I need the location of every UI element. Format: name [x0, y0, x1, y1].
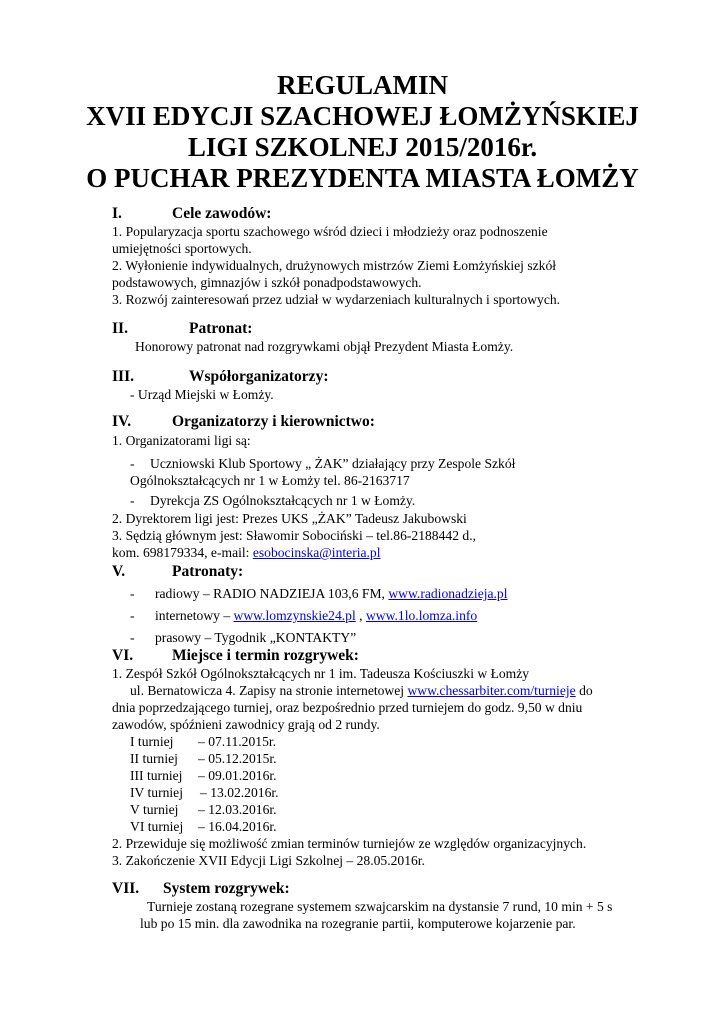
tournament-date: – 13.02.2016r.	[200, 785, 279, 800]
section-4-line-7-text: kom. 698179334, e-mail:	[112, 545, 253, 560]
tournament-name: II turniej	[130, 751, 178, 766]
section-7-line-1: Turnieje zostaną rozegrane systemem szwajcarskim na dystansie 7 rund, 10 min + 5 s	[147, 899, 613, 914]
section-1-heading: Cele zawodów:	[172, 205, 272, 222]
bullet-dash: -	[130, 630, 135, 645]
bullet-dash: -	[130, 608, 135, 623]
tournament-name: VI turniej	[130, 819, 184, 834]
section-5-line-1	[155, 585, 508, 602]
section-3-number: III.	[112, 368, 134, 385]
tournament-date: – 12.03.2016r.	[198, 802, 277, 817]
section-6-line-1: 1. Zespół Szkół Ogólnokształcących nr 1 im. Tadeusza Kościuszki w Łomży	[112, 666, 530, 681]
lomzynskie-link[interactable]: www.lomzynskie24.pl	[233, 608, 356, 623]
bullet-dash: -	[130, 586, 135, 601]
section-6-line-5: 2. Przewiduje się możliwość zmian terminów turniejów ze względów organizacyjnych.	[112, 836, 587, 851]
tournament-date: – 07.11.2015r.	[198, 734, 277, 749]
section-2-line-1: Honorowy patronat nad rozgrywkami objął Prezydent Miasta Łomży.	[135, 339, 514, 354]
title-line-3: LIGI SZKOLNEJ 2015/2016r.	[187, 132, 538, 162]
school-link[interactable]: www.1lo.lomza.info	[365, 608, 478, 623]
section-1-line-4: podstawowych, gimnazjów i szkół ponadpodstawowych.	[112, 275, 422, 290]
title-line-1: REGULAMIN	[276, 70, 448, 100]
tournament-date: – 09.01.2016r.	[198, 768, 277, 783]
section-4-line-3: Ogólnokształcących nr 1 w Łomży tel. 86-2163717	[130, 473, 410, 488]
section-6-line-2-text: ul. Bernatowicza 4. Zapisy na stronie internetowej	[130, 683, 408, 698]
tournament-name: IV turniej	[130, 785, 183, 800]
section-1-line-2: umiejętności sportowych.	[112, 241, 252, 256]
section-1-line-1: 1. Popularyzacja sportu szachowego wśród dzieci i młodzieży oraz podnoszenie	[112, 224, 548, 239]
section-1-number: I.	[112, 205, 122, 222]
section-4-line-4: Dyrekcja ZS Ogólnokształcących nr 1 w Łomży.	[150, 493, 416, 508]
section-4-line-1: 1. Organizatorami ligi są:	[112, 433, 251, 448]
section-4-line-2: Uczniowski Klub Sportowy „ ŻAK” działający przy Zespole Szkół	[150, 456, 516, 471]
section-5-heading: Patronaty:	[172, 563, 244, 580]
section-5-line-2-text: internetowy –	[155, 608, 234, 623]
section-1-line-5: 3. Rozwój zainteresowań przez udział w wydarzeniach kulturalnych i sportowych.	[112, 292, 561, 307]
section-5-line-2	[155, 607, 477, 624]
section-6-line-2	[130, 682, 593, 699]
title-line-4: O PUCHAR PREZYDENTA MIASTA ŁOMŻY	[86, 163, 639, 193]
section-4-number: IV.	[112, 413, 132, 430]
section-6-line-6: 3. Zakończenie XVII Edycji Ligi Szkolnej – 28.05.2016r.	[112, 853, 425, 868]
section-4-heading: Organizatorzy i kierownictwo:	[172, 413, 375, 430]
section-6-number: VI.	[112, 647, 134, 664]
email-link[interactable]: esobocinska@interia.pl	[252, 545, 381, 560]
section-6-line-4: zawodów, spóźnieni zawodnicy grają od 2 rundy.	[112, 717, 380, 732]
radio-link[interactable]: www.radionadzieja.pl	[388, 586, 508, 601]
section-3-line-1: - Urząd Miejski w Łomży.	[130, 387, 274, 402]
section-3-heading: Współorganizatorzy:	[189, 368, 329, 385]
section-2-heading: Patronat:	[189, 320, 253, 337]
section-4-line-5: 2. Dyrektorem ligi jest: Prezes UKS „ŻAK” Tadeusz Jakubowski	[112, 511, 467, 526]
title-line-2: XVII EDYCJI SZACHOWEJ ŁOMŻYŃSKIEJ	[86, 101, 639, 131]
tournament-name: III turniej	[130, 768, 183, 783]
section-7-number: VII.	[112, 880, 140, 897]
section-6-line-2-end: do	[575, 683, 593, 698]
section-2-number: II.	[112, 320, 128, 337]
tournament-name: I turniej	[130, 734, 174, 749]
bullet-dash: -	[130, 493, 135, 508]
chessarbiter-link[interactable]: www.chessarbiter.com/turnieje	[407, 683, 576, 698]
tournament-date: – 05.12.2015r.	[198, 751, 277, 766]
section-6-line-3: dnia poprzedzającego turniej, oraz bezpośrednio przed turniejem do godz. 9,50 w dniu	[112, 700, 583, 715]
section-5-line-2-sep: ,	[355, 608, 366, 623]
tournament-name: V turniej	[130, 802, 179, 817]
section-5-line-3: prasowy – Tygodnik „KONTAKTY”	[155, 630, 357, 645]
section-1-line-3: 2. Wyłonienie indywidualnych, drużynowych mistrzów Ziemi Łomżyńskiej szkół	[112, 258, 557, 273]
section-4-line-6: 3. Sędzią głównym jest: Sławomir Sobociński – tel.86-2188442 d.,	[112, 528, 476, 543]
tournament-date: – 16.04.2016r.	[198, 819, 277, 834]
section-6-heading: Miejsce i termin rozgrywek:	[172, 647, 359, 664]
bullet-dash: -	[130, 456, 135, 471]
section-5-line-1-text: radiowy – RADIO NADZIEJA 103,6 FM,	[155, 586, 389, 601]
section-5-number: V.	[112, 563, 126, 580]
section-7-heading: System rozgrywek:	[163, 880, 290, 897]
section-7-line-2: lub po 15 min. dla zawodnika na rozegranie partii, komputerowe kojarzenie par.	[140, 916, 576, 931]
section-4-line-7	[112, 544, 381, 561]
